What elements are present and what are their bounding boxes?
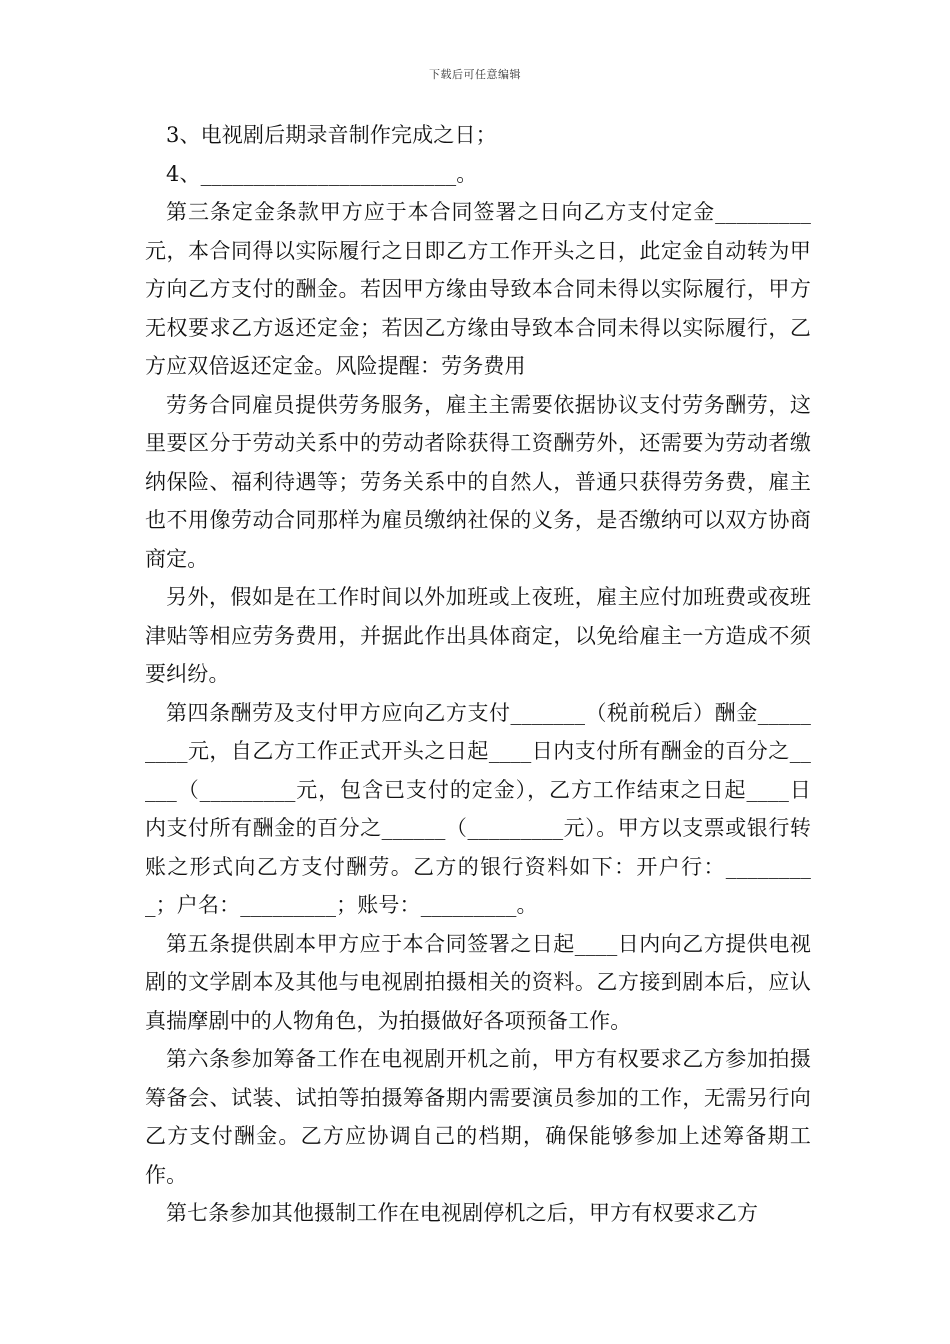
paragraph-article-5-script: 第五条提供剧本甲方应于本合同签署之日起____日内向乙方提供电视剧的文学剧本及其他与电视剧拍摄相关的资料。乙方接到剧本后，应认真揣摩剧中的人物角色，为拍摄做好各项预备工作。 xyxy=(145,931,811,1033)
paragraph-item-3: 3、电视剧后期录音制作完成之日； xyxy=(166,123,497,147)
page-header-note: 下载后可任意编辑 xyxy=(429,68,521,81)
paragraph-overtime-note: 另外，假如是在工作时间以外加班或上夜班，雇主应付加班费或夜班津贴等相应劳务费用，并据此作出具体商定，以免给雇主一方造成不须要纠纷。 xyxy=(145,585,811,686)
paragraph-labor-contract-note: 劳务合同雇员提供劳务服务，雇主主需要依据协议支付劳务酬劳，这里要区分于劳动关系中的劳动者除获得工资酬劳外，还需要为劳动者缴纳保险、福利待遇等；劳务关系中的自然人，普通只获得劳务费，雇主也不用像劳动合同那样为雇员缴纳社保的义务，是否缴纳可以双方协商商定。 xyxy=(145,392,811,571)
paragraph-item-4: 4、________________________。 xyxy=(166,161,478,186)
paragraph-article-6-preparation: 第六条参加筹备工作在电视剧开机之前，甲方有权要求乙方参加拍摄筹备会、试装、试拍等拍摄筹备期内需要演员参加的工作，无需另行向乙方支付酬金。乙方应协调自己的档期，确保能够参加上述筹备期工作。 xyxy=(145,1047,811,1187)
document-body xyxy=(145,116,811,1233)
paragraph-article-7-other-work: 第七条参加其他摄制工作在电视剧停机之后，甲方有权要求乙方 xyxy=(166,1201,759,1225)
paragraph-article-3-deposit: 第三条定金条款甲方应于本合同签署之日向乙方支付定金_________元，本合同得以实际履行之日即乙方工作开头之日，此定金自动转为甲方向乙方支付的酬金。若因甲方缘由导致本合同未得以实际履行，甲方无权要求乙方返还定金；若因乙方缘由导致本合同未得以实际履行，乙方应双倍返还定金。风险提醒：劳务费用 xyxy=(145,200,811,378)
paragraph-article-4-payment: 第四条酬劳及支付甲方应向乙方支付_______（税前税后）酬金_________元，自乙方工作正式开头之日起____日内支付所有酬金的百分之_____（_________元，包含已支付的定金），乙方工作结束之日起____日内支付所有酬金的百分之______（_________元）。甲方以支票或银行转账之形式向乙方支付酬劳。乙方的银行资料如下：开户行：_________；户名：_________；账号：_________。 xyxy=(145,700,811,917)
